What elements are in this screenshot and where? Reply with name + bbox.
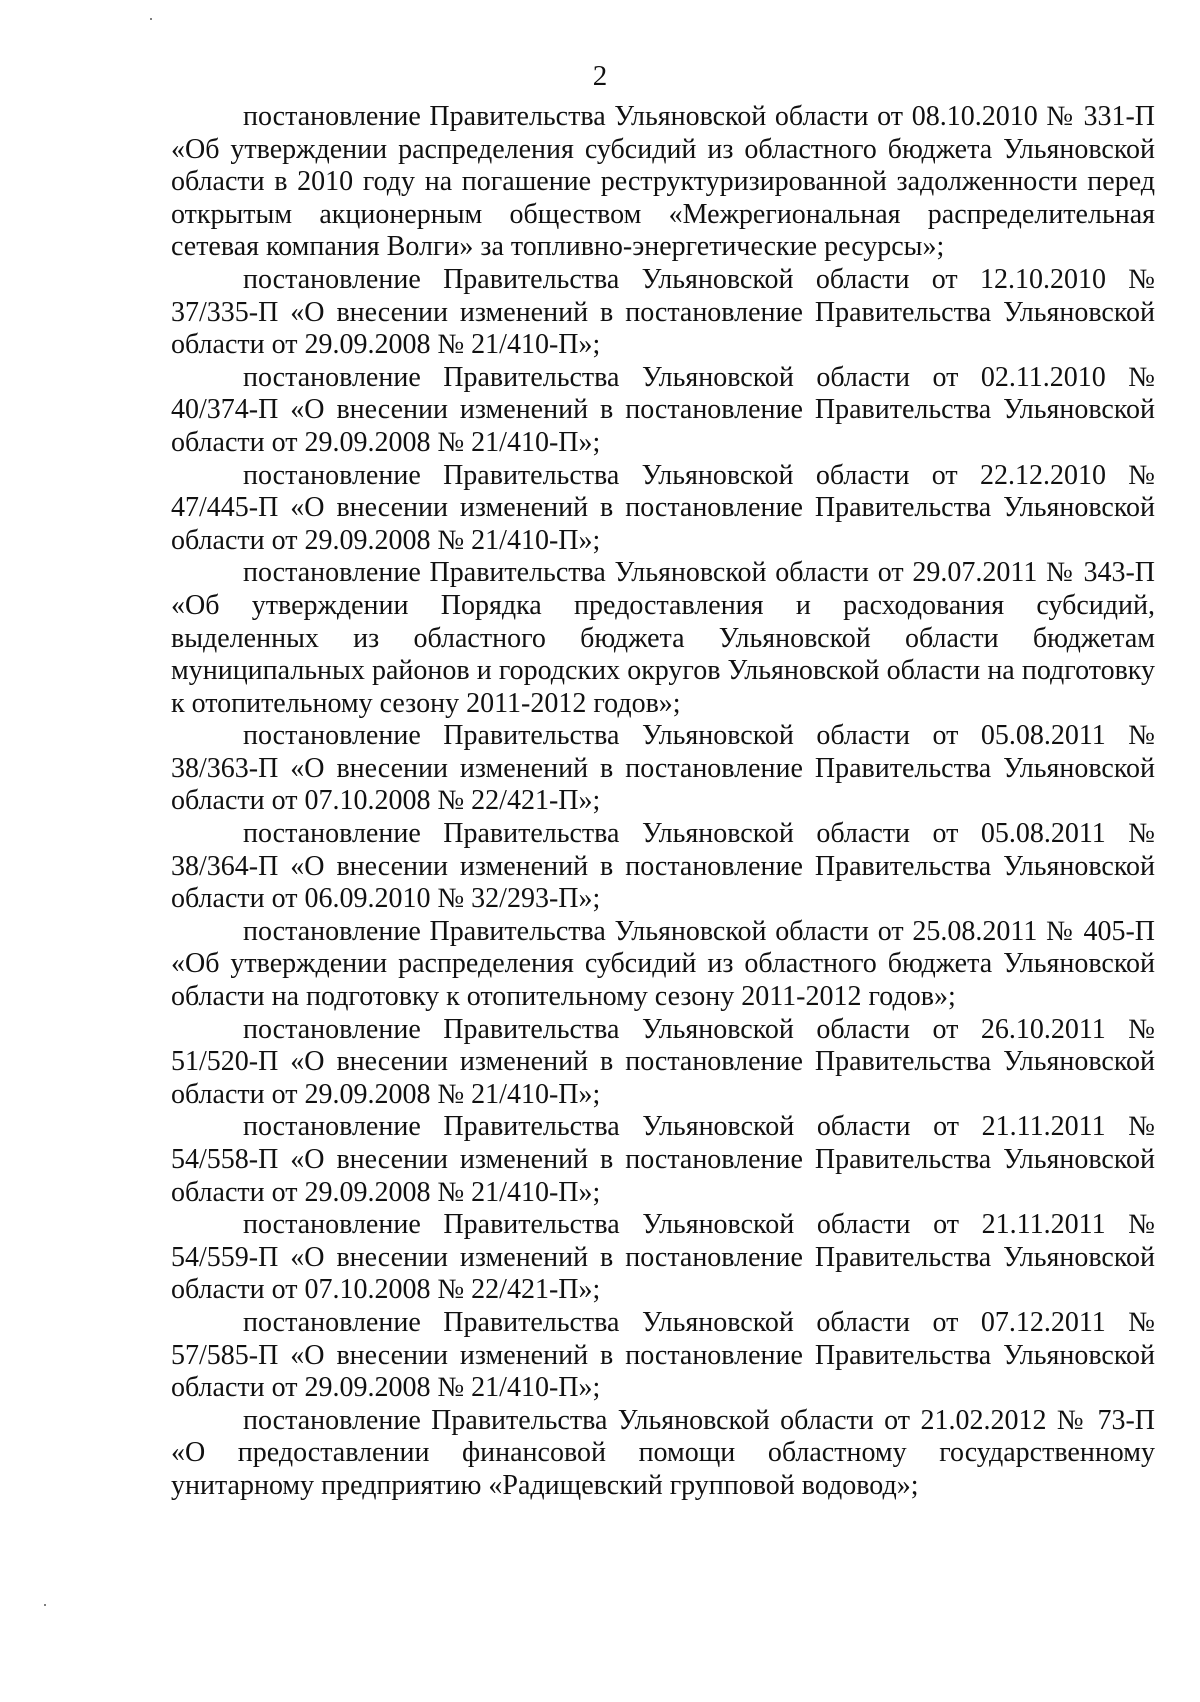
page-number: 2 bbox=[592, 60, 608, 92]
paragraph-resolution-47-445: постановление Правительства Ульяновской области от 22.12.2010 № 47/445-П «О внесении изменений в постановление Правительства Ульяновской области от 29.09.2008 № 21/410-П»; bbox=[171, 459, 1155, 556]
paragraph-resolution-73: постановление Правительства Ульяновской области от 21.02.2012 № 73-П «О предоставлении финансовой помощи областному государственному унитарному предприятию «Радищевский групповой водовод»; bbox=[171, 1404, 1155, 1501]
document-body bbox=[171, 101, 1155, 1503]
paragraph-resolution-37-335: постановление Правительства Ульяновской области от 12.10.2010 № 37/335-П «О внесении изменений в постановление Правительства Ульяновской области от 29.09.2008 № 21/410-П»; bbox=[171, 263, 1155, 361]
paragraph-resolution-405: постановление Правительства Ульяновской области от 25.08.2011 № 405-П «Об утверждении распределения субсидий из областного бюджета Ульяновской области на подготовку к отопительному сезону 2011-2012 годов»; bbox=[171, 915, 1155, 1013]
scan-speck-top bbox=[150, 18, 152, 20]
paragraph-resolution-54-559: постановление Правительства Ульяновской области от 21.11.2011 № 54/559-П «О внесении изменений в постановление Правительства Ульяновской области от 07.10.2008 № 22/421-П»; bbox=[171, 1209, 1155, 1306]
paragraph-resolution-38-363: постановление Правительства Ульяновской области от 05.08.2011 № 38/363-П «О внесении изменений в постановление Правительства Ульяновской области от 07.10.2008 № 22/421-П»; bbox=[171, 720, 1155, 817]
paragraph-resolution-331: постановление Правительства Ульяновской области от 08.10.2010 № 331-П «Об утверждении распределения субсидий из областного бюджета Ульяновской области в 2010 году на погашение реструктуризированной задолженности перед открытым акционерным обществом «Межрегиональная распределительная сетевая компания Волги» за топливно-энергетические ресурсы»; bbox=[171, 101, 1155, 263]
paragraph-resolution-54-558: постановление Правительства Ульяновской области от 21.11.2011 № 54/558-П «О внесении изменений в постановление Правительства Ульяновской области от 29.09.2008 № 21/410-П»; bbox=[171, 1111, 1155, 1208]
paragraph-resolution-57-585: постановление Правительства Ульяновской области от 07.12.2011 № 57/585-П «О внесении изменений в постановление Правительства Ульяновской области от 29.09.2008 № 21/410-П»; bbox=[171, 1306, 1155, 1404]
paragraph-resolution-343: постановление Правительства Ульяновской области от 29.07.2011 № 343-П «Об утверждении Порядка предоставления и расходования субсидий, выделенных из областного бюджета Ульяновской области бюджетам муниципальных районов и городских округов Ульяновской области на подготовку к отопительному сезону 2011-2012 годов»; bbox=[171, 557, 1155, 719]
paragraph-resolution-51-520: постановление Правительства Ульяновской области от 26.10.2011 № 51/520-П «О внесении изменений в постановление Правительства Ульяновской области от 29.09.2008 № 21/410-П»; bbox=[171, 1013, 1155, 1110]
paragraph-resolution-38-364: постановление Правительства Ульяновской области от 05.08.2011 № 38/364-П «О внесении изменений в постановление Правительства Ульяновской области от 06.09.2010 № 32/293-П»; bbox=[171, 818, 1155, 915]
scan-speck-bottom bbox=[44, 1604, 46, 1606]
paragraph-resolution-40-374: постановление Правительства Ульяновской области от 02.11.2010 № 40/374-П «О внесении изменений в постановление Правительства Ульяновской области от 29.09.2008 № 21/410-П»; bbox=[171, 361, 1155, 458]
